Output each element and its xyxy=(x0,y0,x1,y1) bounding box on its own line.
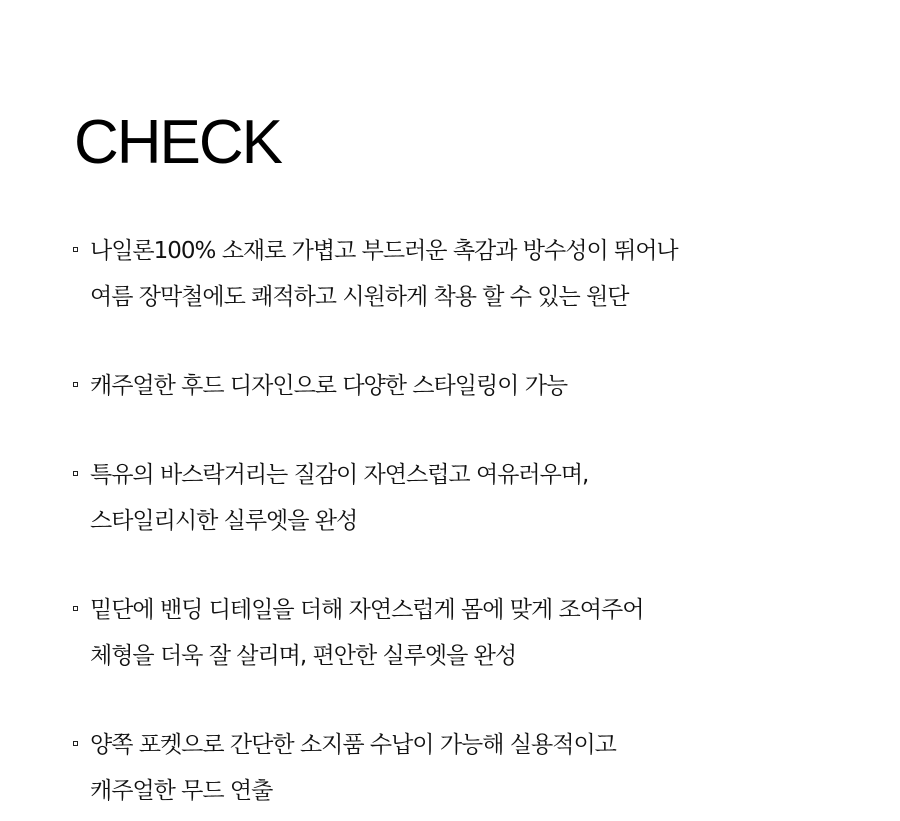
check-item-line: 특유의 바스락거리는 질감이 자연스럽고 여유러우며, xyxy=(90,462,589,488)
check-list xyxy=(72,228,872,814)
check-item-line: 스타일리시한 실루엣을 완성 xyxy=(90,508,358,534)
check-item xyxy=(72,363,872,409)
check-item-line: 양쪽 포켓으로 간단한 소지품 수납이 가능해 실용적이고 xyxy=(90,732,616,758)
check-item-line: 캐주얼한 무드 연출 xyxy=(90,778,273,804)
check-item xyxy=(72,587,872,679)
check-item-line: 캐주얼한 후드 디자인으로 다양한 스타일링이 가능 xyxy=(90,373,568,399)
check-item-line: 여름 장막철에도 쾌적하고 시원하게 착용 할 수 있는 원단 xyxy=(90,284,629,310)
square-bullet-icon xyxy=(73,247,78,252)
check-item xyxy=(72,722,872,814)
check-item-line: 나일론100% 소재로 가볍고 부드러운 촉감과 방수성이 뛰어나 xyxy=(90,238,678,264)
check-item-line: 체형을 더욱 잘 살리며, 편안한 실루엣을 완성 xyxy=(90,643,517,669)
section-title: CHECK xyxy=(74,108,282,177)
check-item xyxy=(72,452,872,544)
square-bullet-icon xyxy=(73,606,78,611)
square-bullet-icon xyxy=(73,741,78,746)
square-bullet-icon xyxy=(73,382,78,387)
square-bullet-icon xyxy=(73,471,78,476)
check-item xyxy=(72,228,872,320)
check-item-line: 밑단에 밴딩 디테일을 더해 자연스럽게 몸에 맞게 조여주어 xyxy=(90,597,644,623)
